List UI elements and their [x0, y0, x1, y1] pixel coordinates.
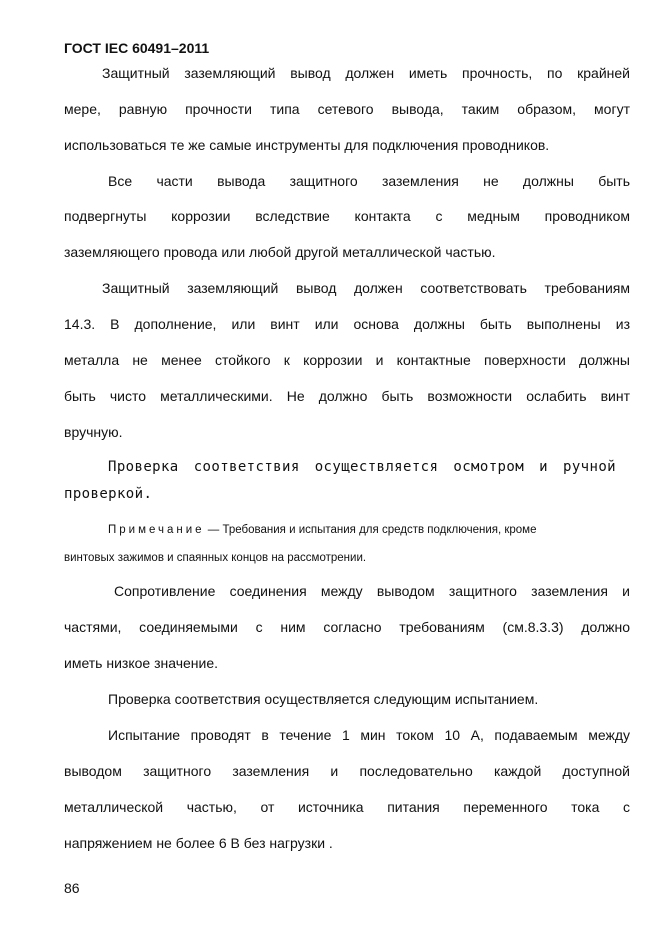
note-line	[108, 521, 630, 539]
compliance-check-line: Проверка соответствия осуществляется осмотром и ручной	[108, 459, 616, 475]
paragraph-line: напряжением не более 6 В без нагрузки .	[64, 835, 333, 851]
paragraph-line: использоваться те же самые инструменты для подключения проводников.	[64, 137, 550, 153]
paragraph-line: Защитный заземляющий вывод должен иметь прочность, по крайней	[102, 65, 630, 81]
paragraph-line: металлической частью, от источника питания переменного тока с	[64, 799, 630, 815]
paragraph-line: 14.3. В дополнение, или винт или основа должны быть выполнены из	[64, 316, 630, 332]
paragraph-line: вручную.	[64, 424, 123, 440]
paragraph-line: Все части вывода защитного заземления не должны быть	[108, 173, 630, 189]
paragraph-line: выводом защитного заземления и последовательно каждой доступной	[64, 763, 630, 779]
compliance-check-line: проверкой.	[64, 486, 153, 502]
note-dash: —	[207, 524, 220, 536]
note-label: Примечание	[108, 524, 205, 536]
paragraph-line: иметь низкое значение.	[64, 655, 219, 671]
document-code: ГОСТ IEC 60491–2011	[64, 40, 210, 56]
paragraph-line: металла не менее стойкого к коррозии и контактные поверхности должны	[64, 352, 630, 368]
paragraph-line: заземляющего провода или любой другой металлической частью.	[64, 244, 496, 260]
paragraph-line: Испытание проводят в течение 1 мин током 10 А, подаваемым между	[108, 727, 630, 743]
paragraph-line: подвергнуты коррозии вследствие контакта с медным проводником	[64, 208, 630, 224]
paragraph-line: Проверка соответствия осуществляется следующим испытанием.	[108, 691, 539, 707]
paragraph-line: Защитный заземляющий вывод должен соответствовать требованиям	[102, 280, 630, 296]
paragraph-line: быть чисто металлическими. Не должно быть возможности ослабить винт	[64, 388, 630, 404]
paragraph-line: мере, равную прочности типа сетевого вывода, таким образом, могут	[64, 101, 630, 117]
paragraph-line: частями, соединяемыми с ним согласно требованиям (см.8.3.3) должно	[64, 619, 630, 635]
note-text: Требования и испытания для средств подключения, кроме	[222, 524, 537, 536]
paragraph-line: Сопротивление соединения между выводом защитного заземления и	[114, 583, 630, 599]
page-number: 86	[64, 880, 80, 896]
note-line: винтовых зажимов и спаянных концов на рассмотрении.	[64, 552, 367, 564]
